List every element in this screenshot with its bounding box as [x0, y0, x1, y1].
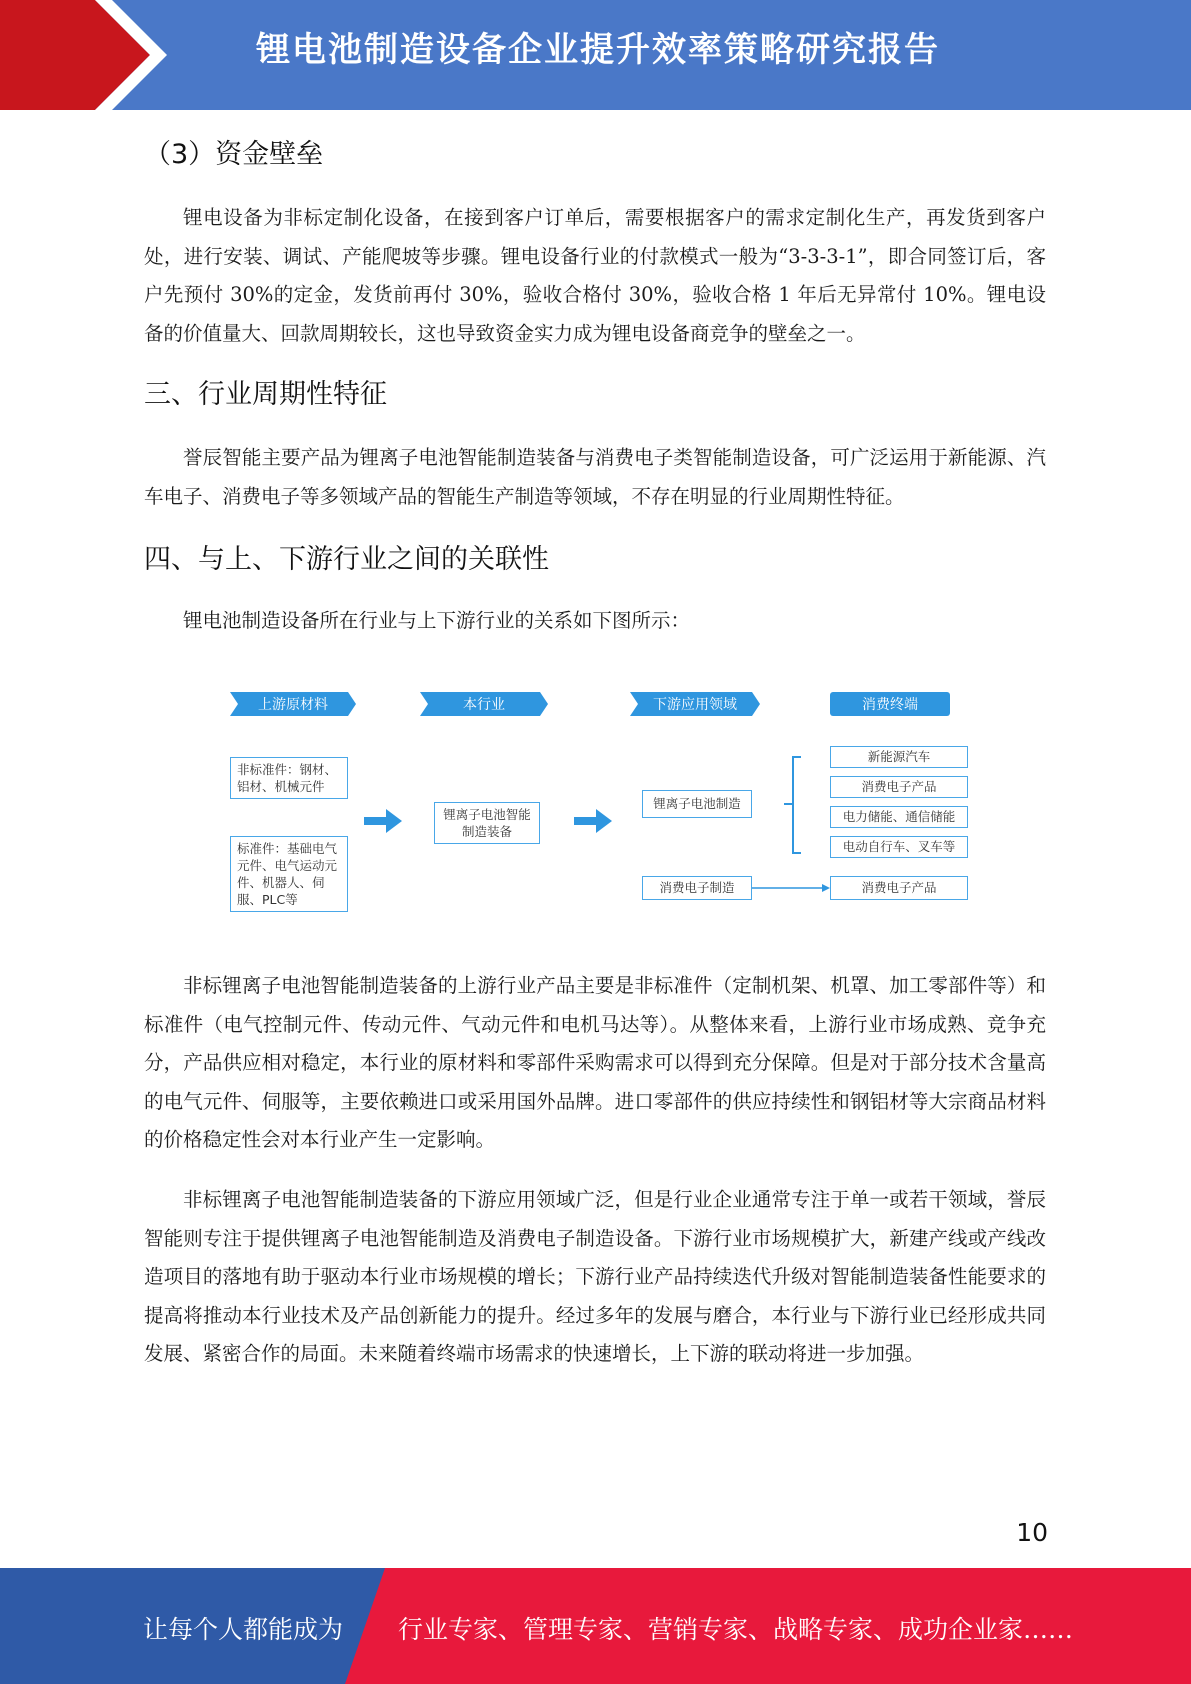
column-header-industry: 本行业 — [463, 697, 505, 713]
section-capital — [144, 132, 1046, 171]
section-heading: 三、行业周期性特征 — [144, 379, 387, 410]
box-terminal-energy-storage: 电力储能、通信储能 — [830, 806, 968, 828]
footer-slogan-right: 行业专家、管理专家、营销专家、战略专家、成功企业家…… — [398, 1615, 1074, 1644]
box-terminal-consumer-electronics: 消费电子产品 — [830, 776, 968, 798]
paragraph: 锂电池制造设备所在行业与上下游行业的关系如下图所示： — [183, 609, 691, 632]
page-footer — [0, 1568, 1191, 1684]
footer-slogan-left: 让每个人都能成为 — [143, 1615, 344, 1644]
section-heading: 四、与上、下游行业之间的关联性 — [144, 544, 549, 575]
paragraph: 非标锂离子电池智能制造装备的上游行业产品主要是非标准件（定制机架、机罩、加工零部件等）和标准件（电气控制元件、传动元件、气动元件和电机马达等）。从整体来看，上游行业市场成熟、竞争充分，产品供应相对稳定，本行业的原材料和零部件采购需求可以得到充分保障。但是对于部分技术含量高的电气元件、伺服等，主要依赖进口或采用国外品牌。进口零部件的供应持续性和钢铝材等大宗商品材料的价格稳定性会对本行业产生一定影响。 — [144, 974, 1046, 1151]
box-terminal-nev: 新能源汽车 — [830, 746, 968, 768]
box-battery-manufacturing: 锂离子电池制造 — [642, 790, 752, 818]
section-heading: （3）资金壁垒 — [144, 139, 324, 170]
paragraph: 非标锂离子电池智能制造装备的下游应用领域广泛，但是行业企业通常专注于单一或若干领域，誉辰智能则专注于提供锂离子电池智能制造及消费电子制造设备。下游行业市场规模扩大，新建产线或产线改造项目的落地有助于驱动本行业市场规模的增长；下游行业产品持续迭代升级对智能制造装备性能要求的提高将推动本行业技术及产品创新能力的提升。经过多年的发展与磨合，本行业与下游行业已经形成共同发展、紧密合作的局面。未来随着终端市场需求的快速增长，上下游的联动将进一步加强。 — [144, 1188, 1046, 1365]
section-cycle — [144, 372, 1046, 411]
section-relation — [144, 537, 1046, 576]
box-terminal-consumer-electronics-2: 消费电子产品 — [830, 876, 968, 900]
page-number: 10 — [1016, 1518, 1048, 1547]
column-header-terminal: 消费终端 — [862, 697, 918, 713]
column-header-downstream: 下游应用领域 — [653, 697, 737, 713]
section-capital-body — [144, 199, 1046, 353]
page-title: 锂电池制造设备企业提升效率策略研究报告 — [256, 30, 940, 70]
section-cycle-body — [144, 439, 1046, 516]
page-header — [0, 0, 1191, 110]
box-nonstandard-parts: 非标准件：钢材、铝材、机械元件 — [230, 757, 348, 799]
section-relation-body-1 — [144, 967, 1046, 1160]
box-industry-equipment: 锂离子电池智能制造装备 — [434, 802, 540, 844]
section-relation-intro — [144, 602, 1046, 641]
box-terminal-ebike-forklift: 电动自行车、叉车等 — [830, 836, 968, 858]
box-consumer-electronics-manufacturing: 消费电子制造 — [642, 876, 752, 900]
paragraph: 誉辰智能主要产品为锂离子电池智能制造装备与消费电子类智能制造设备，可广泛运用于新能源、汽车电子、消费电子等多领域产品的智能生产制造等领域，不存在明显的行业周期性特征。 — [144, 446, 1046, 508]
column-header-upstream: 上游原材料 — [258, 697, 328, 713]
section-relation-body-2 — [144, 1181, 1046, 1374]
box-standard-parts: 标准件：基础电气元件、电气运动元件、机器人、伺服、PLC等 — [230, 836, 348, 912]
industry-chain-diagram — [224, 682, 984, 922]
paragraph: 锂电设备为非标定制化设备，在接到客户订单后，需要根据客户的需求定制化生产，再发货到客户处，进行安装、调试、产能爬坡等步骤。锂电设备行业的付款模式一般为“3-3-3-1”，即合同签订后，客户先预付 30%的定金，发货前再付 30%，验收合格付 30%，验收合格 1 年后无异常付 10%。锂电设备的价值量大、回款周期较长，这也导致资金实力成为锂电设备商竞争的壁垒之一。 — [144, 206, 1046, 345]
